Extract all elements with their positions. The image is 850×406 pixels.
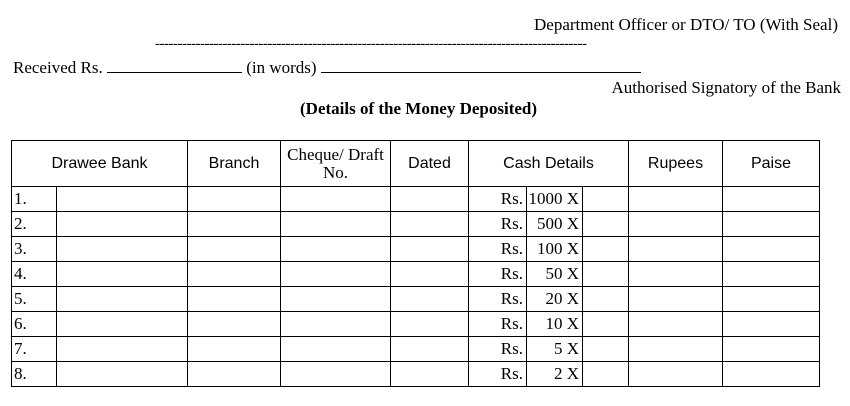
drawee-bank-cell[interactable] bbox=[57, 187, 188, 212]
dated-cell[interactable] bbox=[391, 187, 469, 212]
rs-label: Rs. bbox=[469, 362, 527, 387]
drawee-bank-cell[interactable] bbox=[57, 362, 188, 387]
rupees-cell[interactable] bbox=[629, 362, 723, 387]
denomination: 2 X bbox=[527, 362, 583, 387]
received-prefix: Received Rs. bbox=[13, 58, 103, 77]
table-row bbox=[12, 312, 820, 337]
col-branch: Branch bbox=[188, 141, 281, 187]
paise-cell[interactable] bbox=[723, 262, 820, 287]
dated-cell[interactable] bbox=[391, 362, 469, 387]
cheque-draft-cell[interactable] bbox=[281, 337, 391, 362]
details-title: (Details of the Money Deposited) bbox=[300, 99, 538, 118]
authorised-signatory-label: Authorised Signatory of the Bank bbox=[611, 78, 841, 97]
officer-seal-label: Department Officer or DTO/ TO (With Seal) bbox=[534, 15, 838, 34]
row-number: 3. bbox=[12, 237, 57, 262]
row-number: 2. bbox=[12, 212, 57, 237]
row-number: 6. bbox=[12, 312, 57, 337]
rs-label: Rs. bbox=[469, 212, 527, 237]
rs-label: Rs. bbox=[469, 337, 527, 362]
drawee-bank-cell[interactable] bbox=[57, 287, 188, 312]
in-words-label: (in words) bbox=[246, 58, 317, 77]
col-dated: Dated bbox=[391, 141, 469, 187]
table-row bbox=[12, 337, 820, 362]
count-cell[interactable] bbox=[583, 337, 629, 362]
table-row bbox=[12, 237, 820, 262]
drawee-bank-cell[interactable] bbox=[57, 337, 188, 362]
drawee-bank-cell[interactable] bbox=[57, 237, 188, 262]
dated-cell[interactable] bbox=[391, 262, 469, 287]
dated-cell[interactable] bbox=[391, 287, 469, 312]
dated-cell[interactable] bbox=[391, 212, 469, 237]
deposit-details-table bbox=[11, 140, 820, 387]
rupees-cell[interactable] bbox=[629, 237, 723, 262]
rs-label: Rs. bbox=[469, 312, 527, 337]
dated-cell[interactable] bbox=[391, 312, 469, 337]
rs-label: Rs. bbox=[469, 287, 527, 312]
drawee-bank-cell[interactable] bbox=[57, 212, 188, 237]
table-row bbox=[12, 287, 820, 312]
count-cell[interactable] bbox=[583, 362, 629, 387]
denomination: 500 X bbox=[527, 212, 583, 237]
col-drawee-bank: Drawee Bank bbox=[12, 141, 188, 187]
branch-cell[interactable] bbox=[188, 337, 281, 362]
denomination: 100 X bbox=[527, 237, 583, 262]
paise-cell[interactable] bbox=[723, 212, 820, 237]
branch-cell[interactable] bbox=[188, 362, 281, 387]
col-paise: Paise bbox=[723, 141, 820, 187]
row-number: 4. bbox=[12, 262, 57, 287]
cheque-draft-cell[interactable] bbox=[281, 187, 391, 212]
denomination: 50 X bbox=[527, 262, 583, 287]
cheque-draft-cell[interactable] bbox=[281, 362, 391, 387]
amount-in-words-field[interactable] bbox=[321, 58, 641, 73]
dated-cell[interactable] bbox=[391, 237, 469, 262]
row-number: 7. bbox=[12, 337, 57, 362]
count-cell[interactable] bbox=[583, 287, 629, 312]
rs-label: Rs. bbox=[469, 187, 527, 212]
amount-blank-field[interactable] bbox=[107, 58, 242, 73]
cheque-draft-cell[interactable] bbox=[281, 287, 391, 312]
col-cheque-draft: Cheque/ Draft No. bbox=[281, 141, 391, 187]
cheque-draft-cell[interactable] bbox=[281, 312, 391, 337]
col-cash-details: Cash Details bbox=[469, 141, 629, 187]
table-row bbox=[12, 187, 820, 212]
cheque-draft-cell[interactable] bbox=[281, 237, 391, 262]
paise-cell[interactable] bbox=[723, 337, 820, 362]
rs-label: Rs. bbox=[469, 237, 527, 262]
cheque-draft-cell[interactable] bbox=[281, 212, 391, 237]
rupees-cell[interactable] bbox=[629, 287, 723, 312]
rupees-cell[interactable] bbox=[629, 262, 723, 287]
table-header-row bbox=[12, 141, 820, 187]
paise-cell[interactable] bbox=[723, 287, 820, 312]
branch-cell[interactable] bbox=[188, 212, 281, 237]
count-cell[interactable] bbox=[583, 212, 629, 237]
branch-cell[interactable] bbox=[188, 262, 281, 287]
rupees-cell[interactable] bbox=[629, 187, 723, 212]
row-number: 8. bbox=[12, 362, 57, 387]
rupees-cell[interactable] bbox=[629, 212, 723, 237]
paise-cell[interactable] bbox=[723, 312, 820, 337]
paise-cell[interactable] bbox=[723, 362, 820, 387]
rs-label: Rs. bbox=[469, 262, 527, 287]
branch-cell[interactable] bbox=[188, 237, 281, 262]
table-row bbox=[12, 262, 820, 287]
cheque-draft-cell[interactable] bbox=[281, 262, 391, 287]
denomination: 1000 X bbox=[527, 187, 583, 212]
denomination: 10 X bbox=[527, 312, 583, 337]
denomination: 5 X bbox=[527, 337, 583, 362]
paise-cell[interactable] bbox=[723, 187, 820, 212]
dated-cell[interactable] bbox=[391, 337, 469, 362]
rupees-cell[interactable] bbox=[629, 337, 723, 362]
row-number: 1. bbox=[12, 187, 57, 212]
received-line bbox=[13, 58, 641, 78]
denomination: 20 X bbox=[527, 287, 583, 312]
count-cell[interactable] bbox=[583, 237, 629, 262]
branch-cell[interactable] bbox=[188, 287, 281, 312]
paise-cell[interactable] bbox=[723, 237, 820, 262]
row-number: 5. bbox=[12, 287, 57, 312]
drawee-bank-cell[interactable] bbox=[57, 262, 188, 287]
table-row bbox=[12, 212, 820, 237]
separator-dashes: ------------------------------------------------------------------------------------------------ bbox=[155, 36, 587, 52]
table-row bbox=[12, 362, 820, 387]
drawee-bank-cell[interactable] bbox=[57, 312, 188, 337]
branch-cell[interactable] bbox=[188, 187, 281, 212]
col-rupees: Rupees bbox=[629, 141, 723, 187]
count-cell[interactable] bbox=[583, 312, 629, 337]
count-cell[interactable] bbox=[583, 262, 629, 287]
count-cell[interactable] bbox=[583, 187, 629, 212]
rupees-cell[interactable] bbox=[629, 312, 723, 337]
branch-cell[interactable] bbox=[188, 312, 281, 337]
